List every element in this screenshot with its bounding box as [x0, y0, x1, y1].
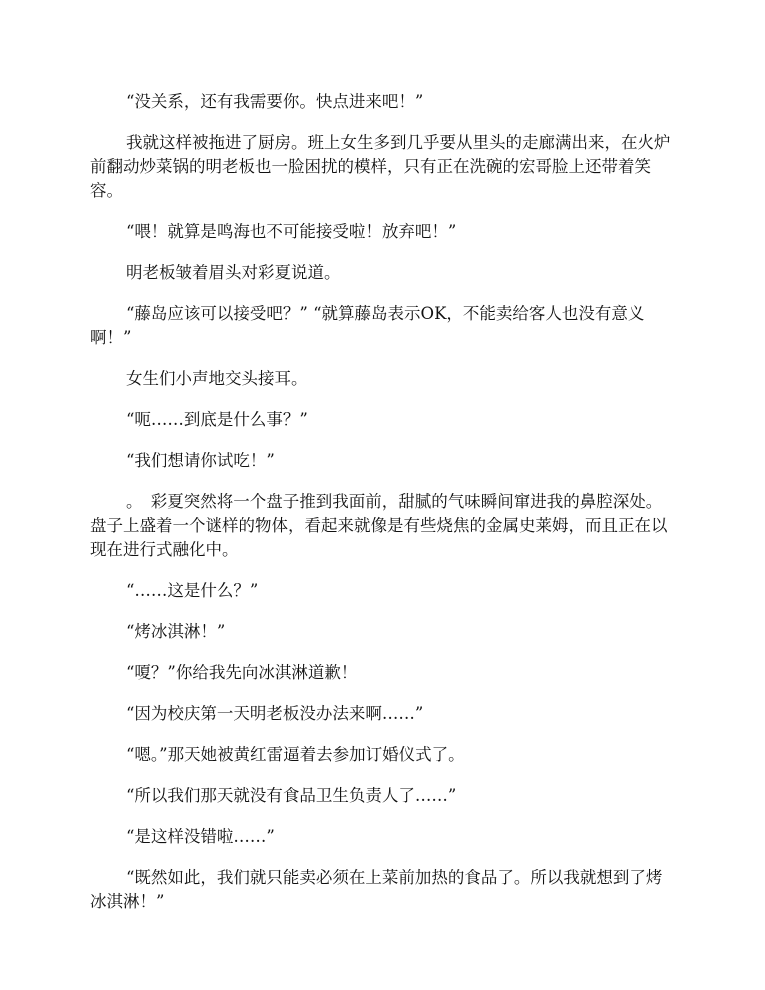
document-page [90, 90, 674, 931]
paragraph: “藤岛应该可以接受吧？” “就算藤岛表示OK，不能卖给客人也没有意义啊！” [90, 304, 645, 347]
paragraph: “喂！就算是鸣海也不可能接受啦！放弃吧！” [126, 222, 457, 241]
paragraph: “嗄？”你给我先向冰淇淋道歉！ [126, 663, 358, 682]
paragraph: “没关系，还有我需要你。快点进来吧！” [126, 92, 424, 111]
paragraph: “因为校庆第一天明老板没办法来啊……” [126, 704, 424, 723]
paragraph: “所以我们那天就没有食品卫生负责人了……” [126, 786, 457, 805]
paragraph: 我就这样被拖进了厨房。班上女生多到几乎要从里头的走廊满出来，在火炉前翻动炒菜锅的明老板也一脸困扰的模样，只有正在洗碗的宏哥脸上还带着笑容。 [90, 133, 671, 200]
paragraph: “……这是什么？” [126, 581, 259, 600]
paragraph: “既然如此，我们就只能卖必须在上菜前加热的食品了。所以我就想到了烤冰淇淋！” [90, 868, 663, 911]
paragraph: “烤冰淇淋！” [126, 622, 226, 641]
paragraph: 明老板皱着眉头对彩夏说道。 [126, 263, 341, 282]
paragraph: “嗯。”那天她被黄红雷逼着去参加订婚仪式了。 [126, 745, 465, 764]
paragraph: “是这样没错啦……” [126, 827, 275, 846]
paragraph: 。 彩夏突然将一个盘子推到我面前，甜腻的气味瞬间窜进我的鼻腔深处。盘子上盛着一个谜样的物体，看起来就像是有些烧焦的金属史莱姆，而且正在以现在进行式融化中。 [90, 492, 668, 559]
paragraph: “我们想请你试吃！” [126, 451, 275, 470]
paragraph: “呃……到底是什么事？” [126, 410, 308, 429]
paragraph: 女生们小声地交头接耳。 [126, 369, 308, 388]
